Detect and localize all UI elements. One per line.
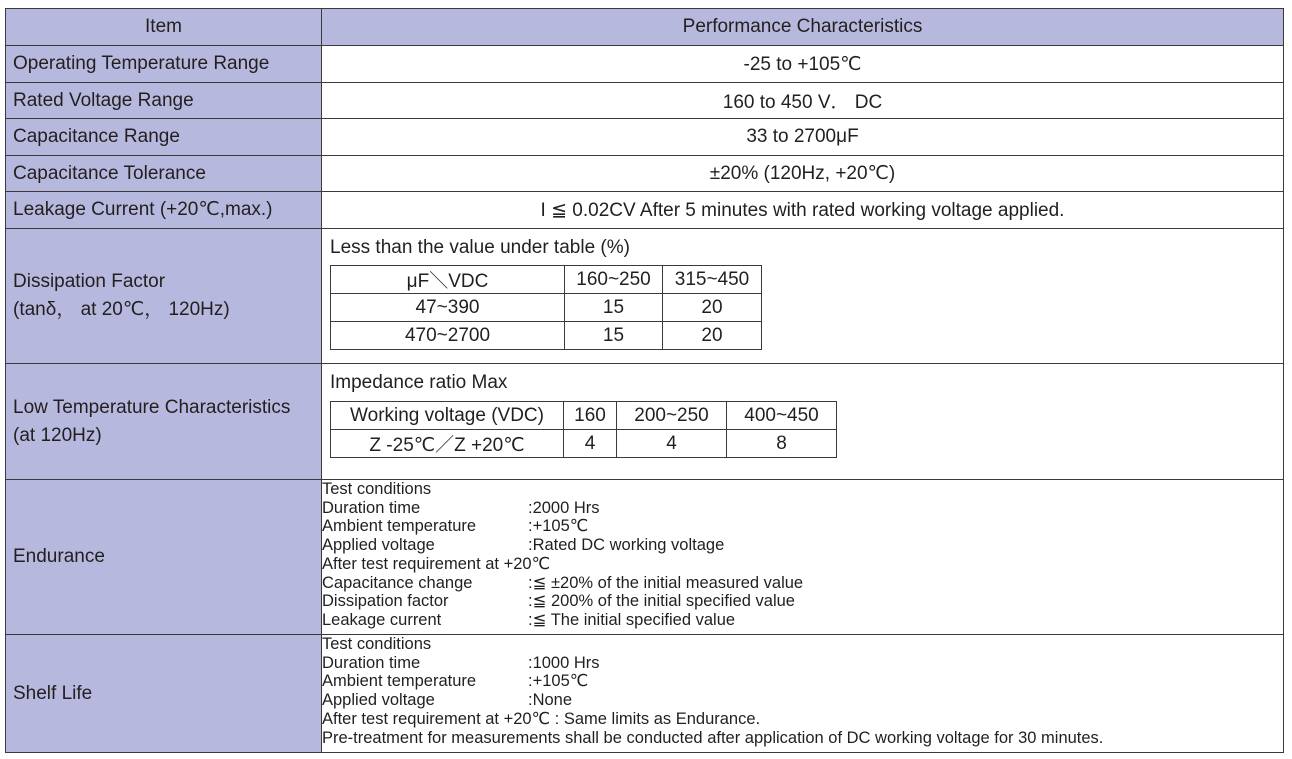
row-operating-temp — [6, 46, 1284, 83]
header-item: Item — [6, 9, 322, 46]
row-shelf — [6, 635, 1284, 753]
shelf-after: After test requirement at +20℃ : Same limits as Endurance. — [322, 709, 761, 728]
endurance-line — [322, 611, 1283, 630]
lowtemp-sub-row — [331, 430, 837, 458]
dissipation-box — [322, 237, 1283, 350]
lt-header-col3: 400~450 — [727, 402, 837, 430]
value-lowtemp — [322, 364, 1284, 480]
value-leakage: I ≦ 0.02CV After 5 minutes with rated working voltage applied. — [322, 192, 1284, 229]
row-lowtemp — [6, 364, 1284, 480]
value-tolerance: ±20% (120Hz, +20℃) — [322, 156, 1284, 192]
lt-r0-c1: 4 — [564, 430, 617, 458]
endurance-after: After test requirement at +20℃ — [322, 554, 551, 573]
df-r1-c0: 470~2700 — [331, 322, 565, 350]
endurance-val: :2000 Hrs — [528, 498, 600, 517]
shelf-title: Test conditions — [322, 635, 432, 653]
lt-r0-c2: 4 — [617, 430, 727, 458]
spec-table — [5, 8, 1284, 753]
endurance-key: Duration time — [322, 498, 421, 517]
label-endurance: Endurance — [6, 480, 322, 635]
dissipation-caption: Less than the value under table (%) — [330, 237, 630, 258]
row-endurance — [6, 480, 1284, 635]
dissipation-label-line2: (tanδ， at 20℃， 120Hz) — [13, 299, 230, 320]
endurance-line — [322, 592, 1283, 611]
endurance-title: Test conditions — [322, 480, 432, 498]
lowtemp-subtable — [330, 401, 837, 458]
lowtemp-label-line2: (at 120Hz) — [13, 424, 102, 446]
lowtemp-sub-header — [331, 402, 837, 430]
lowtemp-box — [322, 372, 1283, 458]
row-capacitance — [6, 119, 1284, 156]
endurance-line — [322, 517, 1283, 536]
dissipation-label-line1: Dissipation Factor — [13, 271, 166, 292]
lt-header-col0: Working voltage (VDC) — [331, 402, 564, 430]
label-dissipation — [6, 229, 322, 364]
lowtemp-label-line1: Low Temperature Characteristics — [13, 396, 291, 418]
value-rated-voltage: 160 to 450 V． DC — [322, 83, 1284, 119]
label-rated-voltage: Rated Voltage Range — [6, 83, 322, 119]
header-row — [6, 9, 1284, 46]
row-leakage — [6, 192, 1284, 229]
df-r0-c1: 15 — [565, 294, 663, 322]
row-dissipation — [6, 229, 1284, 364]
endurance-line — [322, 499, 1283, 518]
shelf-val: :+105℃ — [528, 672, 589, 691]
endurance-key: Capacitance change — [322, 573, 473, 592]
lt-header-col2: 200~250 — [617, 402, 727, 430]
shelf-line — [322, 691, 1283, 710]
lt-header-col1: 160 — [564, 402, 617, 430]
endurance-val: :≦ ±20% of the initial measured value — [528, 573, 804, 592]
lt-r0-c0: Z -25℃／Z +20℃ — [331, 430, 564, 458]
dissipation-sub-row — [331, 322, 762, 350]
shelf-line — [322, 654, 1283, 673]
shelf-key: Applied voltage — [322, 691, 435, 710]
dissipation-subtable — [330, 265, 762, 350]
df-r1-c1: 15 — [565, 322, 663, 350]
shelf-val: :1000 Hrs — [528, 653, 600, 672]
header-performance: Performance Characteristics — [322, 9, 1284, 46]
value-dissipation — [322, 229, 1284, 364]
df-header-col0: μF＼VDC — [331, 266, 565, 294]
endurance-line — [322, 536, 1283, 555]
label-shelf: Shelf Life — [6, 635, 322, 753]
dissipation-sub-row — [331, 294, 762, 322]
df-r0-c2: 20 — [663, 294, 762, 322]
lowtemp-caption: Impedance ratio Max — [330, 372, 508, 393]
endurance-key: Dissipation factor — [322, 592, 449, 611]
df-header-col1: 160~250 — [565, 266, 663, 294]
row-rated-voltage — [6, 83, 1284, 119]
dissipation-sub-header — [331, 266, 762, 294]
endurance-key: Applied voltage — [322, 536, 435, 555]
shelf-line — [322, 672, 1283, 691]
shelf-pretreatment: Pre-treatment for measurements shall be conducted after application of DC working voltage for 30 minutes. — [322, 728, 1104, 747]
label-operating-temp: Operating Temperature Range — [6, 46, 322, 83]
endurance-line — [322, 574, 1283, 593]
endurance-line — [322, 555, 1283, 574]
shelf-val: :None — [528, 691, 573, 710]
label-leakage: Leakage Current (+20℃,max.) — [6, 192, 322, 229]
value-operating-temp: -25 to +105℃ — [322, 46, 1284, 83]
shelf-key: Duration time — [322, 653, 421, 672]
df-r0-c0: 47~390 — [331, 294, 565, 322]
label-lowtemp — [6, 364, 322, 480]
row-tolerance — [6, 156, 1284, 192]
value-shelf — [322, 635, 1284, 753]
endurance-val: :Rated DC working voltage — [528, 536, 725, 555]
label-tolerance: Capacitance Tolerance — [6, 156, 322, 192]
endurance-key: Leakage current — [322, 610, 442, 629]
lt-r0-c3: 8 — [727, 430, 837, 458]
df-r1-c2: 20 — [663, 322, 762, 350]
df-header-col2: 315~450 — [663, 266, 762, 294]
endurance-val: :+105℃ — [528, 517, 589, 536]
endurance-val: :≦ 200% of the initial specified value — [528, 592, 795, 611]
value-capacitance: 33 to 2700μF — [322, 119, 1284, 156]
label-capacitance: Capacitance Range — [6, 119, 322, 156]
shelf-key: Ambient temperature — [322, 672, 477, 691]
endurance-val: :≦ The initial specified value — [528, 610, 736, 629]
endurance-key: Ambient temperature — [322, 517, 477, 536]
value-endurance — [322, 480, 1284, 635]
